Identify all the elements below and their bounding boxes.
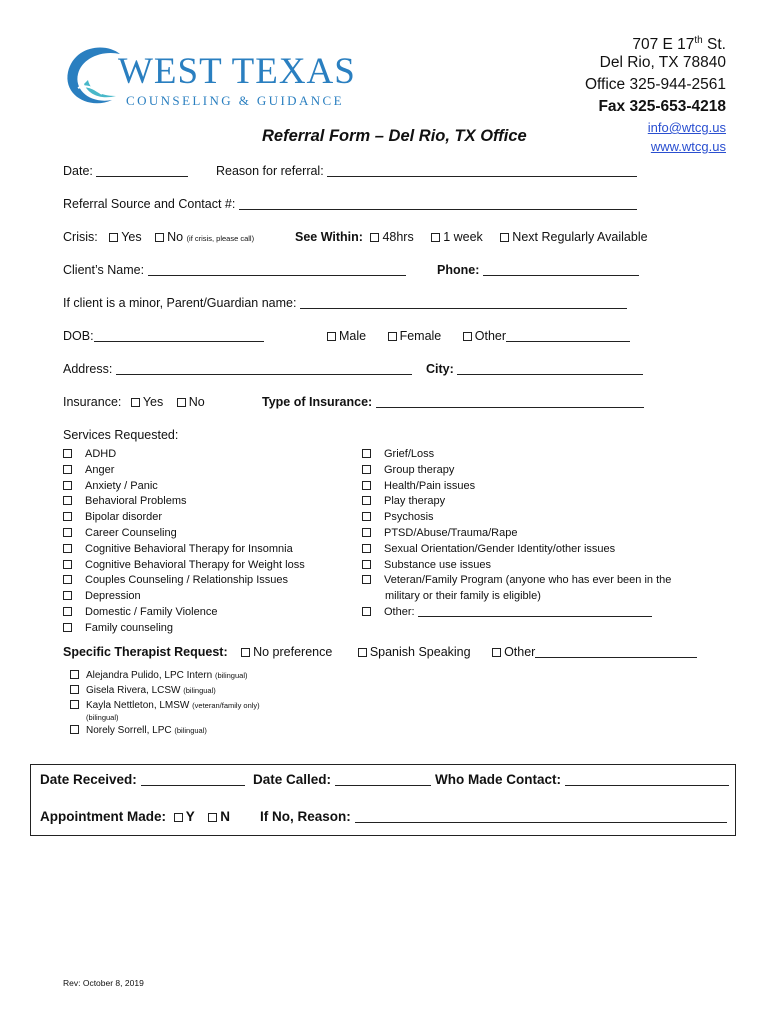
date-row: Date: [63,164,188,178]
reason-field[interactable] [327,164,637,177]
see-48hrs-checkbox[interactable] [370,233,379,242]
other-therapist-field[interactable] [535,645,697,658]
see-next-available-checkbox[interactable] [500,233,509,242]
insurance-row: Insurance: Yes No [63,395,205,409]
website-link[interactable]: www.wtcg.us [650,139,726,154]
insurance-yes-checkbox[interactable] [131,398,140,407]
service-item[interactable]: Behavioral Problems [63,494,305,510]
gender-row: Male Female Other [327,329,630,343]
date-received-field[interactable] [141,773,245,786]
service-item[interactable]: Depression [63,589,305,605]
service-checkbox[interactable] [362,544,371,553]
therapist-item[interactable]: Alejandra Pulido, LPC Intern (bilingual) [70,668,260,683]
other-gender-checkbox[interactable] [463,332,472,341]
service-checkbox[interactable] [362,481,371,490]
brand-tagline: COUNSELING & GUIDANCE [126,93,344,108]
service-other-field[interactable] [418,606,652,617]
service-item[interactable]: Family counseling [63,621,305,637]
insurance-no-checkbox[interactable] [177,398,186,407]
address-street: 707 E 17th St. [632,35,726,54]
therapist-item[interactable]: Gisela Rivera, LCSW (bilingual) [70,683,260,698]
services-left-list [63,447,305,637]
service-item[interactable]: Anxiety / Panic [63,479,305,495]
address-field[interactable] [116,362,412,375]
service-item[interactable]: Bipolar disorder [63,510,305,526]
client-name-row: Client’s Name: [63,263,406,277]
no-preference-checkbox[interactable] [241,648,250,657]
service-item[interactable]: Health/Pain issues [362,479,671,495]
service-item[interactable]: Career Counseling [63,526,305,542]
referral-source-row: Referral Source and Contact #: [63,197,637,211]
service-item-other[interactable]: Other: [362,605,671,621]
client-name-field[interactable] [148,263,406,276]
revision-date: Rev: October 8, 2019 [63,978,144,988]
other-therapist-checkbox[interactable] [492,648,501,657]
therapist-item[interactable]: Norely Sorrell, LPC (bilingual) [70,723,260,738]
dob-field[interactable] [94,329,264,342]
other-gender-field[interactable] [506,329,630,342]
service-item[interactable]: Substance use issues [362,558,671,574]
if-no-reason-field[interactable] [355,810,727,823]
appointment-no-checkbox[interactable] [208,813,217,822]
insurance-type-row: Type of Insurance: [262,395,644,409]
service-item[interactable]: Domestic / Family Violence [63,605,305,621]
office-use-box [30,764,736,836]
reason-row: Reason for referral: [216,164,637,178]
logo [60,40,360,112]
service-checkbox[interactable] [63,449,72,458]
phone-field[interactable] [483,263,639,276]
therapist-item[interactable]: Kayla Nettleton, LMSW (veteran/family only) [70,698,260,713]
service-checkbox[interactable] [63,512,72,521]
therapist-checkbox[interactable] [70,670,79,679]
service-checkbox[interactable] [362,496,371,505]
service-checkbox[interactable] [63,465,72,474]
male-checkbox[interactable] [327,332,336,341]
city-row: City: [426,362,643,376]
service-item[interactable]: Cognitive Behavioral Therapy for Weight loss [63,558,305,574]
crisis-yes-checkbox[interactable] [109,233,118,242]
service-checkbox[interactable] [63,496,72,505]
crisis-no-checkbox[interactable] [155,233,164,242]
service-checkbox[interactable] [63,575,72,584]
who-contact-row: Who Made Contact: [435,772,729,787]
service-item[interactable]: Play therapy [362,494,671,510]
service-checkbox[interactable] [63,591,72,600]
city-field[interactable] [457,362,643,375]
services-right-list [362,447,671,621]
service-checkbox[interactable] [63,528,72,537]
therapist-request-row: Specific Therapist Request: No preference Spanish Speaking Other [63,645,697,659]
spanish-speaking-checkbox[interactable] [358,648,367,657]
address-fax: Fax 325-653-4218 [598,98,726,115]
service-checkbox[interactable] [362,575,371,584]
service-checkbox[interactable] [362,560,371,569]
date-field[interactable] [96,164,188,177]
therapist-checkbox[interactable] [70,685,79,694]
if-no-reason-row: If No, Reason: [260,809,727,824]
email-link[interactable]: info@wtcg.us [647,120,726,135]
referral-source-field[interactable] [239,197,637,210]
date-called-field[interactable] [335,773,431,786]
service-item[interactable]: Psychosis [362,510,671,526]
service-item[interactable]: Anger [63,463,305,479]
service-checkbox[interactable] [362,465,371,474]
female-checkbox[interactable] [388,332,397,341]
service-checkbox[interactable] [63,623,72,632]
form-title: Referral Form – Del Rio, TX Office [262,127,527,145]
service-checkbox[interactable] [362,607,371,616]
appointment-made-row: Appointment Made: Y N [40,809,231,824]
service-item[interactable]: Veteran/Family Program (anyone who has ever been in the [362,573,671,589]
address-office-phone: Office 325-944-2561 [584,76,726,93]
service-checkbox[interactable] [63,607,72,616]
services-heading: Services Requested: [63,428,179,442]
service-item[interactable]: ADHD [63,447,305,463]
service-checkbox[interactable] [362,528,371,537]
service-item[interactable]: Cognitive Behavioral Therapy for Insomnia [63,542,305,558]
therapist-list [70,668,260,738]
service-item[interactable]: Group therapy [362,463,671,479]
see-1week-checkbox[interactable] [431,233,440,242]
service-item[interactable]: Sexual Orientation/Gender Identity/other issues [362,542,671,558]
service-item[interactable]: PTSD/Abuse/Trauma/Rape [362,526,671,542]
service-item[interactable]: Grief/Loss [362,447,671,463]
address-row: Address: [63,362,412,376]
service-checkbox[interactable] [63,560,72,569]
brand-name: WEST TEXAS [118,51,356,92]
service-checkbox[interactable] [63,544,72,553]
service-item[interactable]: Couples Counseling / Relationship Issues [63,573,305,589]
insurance-type-field[interactable] [376,395,644,408]
therapist-note-continuation: (bilingual) [86,713,119,722]
crisis-row: Crisis: Yes No (if crisis, please call) [63,230,255,244]
date-received-row: Date Received: [40,772,245,787]
address-city: Del Rio, TX 78840 [599,54,726,71]
service-checkbox[interactable] [63,481,72,490]
service-item-continuation: military or their family is eligible) [385,590,541,603]
appointment-yes-checkbox[interactable] [174,813,183,822]
guardian-field[interactable] [300,296,627,309]
date-called-row: Date Called: [253,772,431,787]
who-contact-field[interactable] [565,773,729,786]
guardian-row: If client is a minor, Parent/Guardian name: [63,296,627,310]
service-checkbox[interactable] [362,449,371,458]
see-within-row: See Within: 48hrs 1 week Next Regularly Available [295,230,648,244]
therapist-checkbox[interactable] [70,725,79,734]
phone-row: Phone: [437,263,639,277]
dob-row: DOB: [63,329,264,343]
service-checkbox[interactable] [362,512,371,521]
therapist-checkbox[interactable] [70,700,79,709]
